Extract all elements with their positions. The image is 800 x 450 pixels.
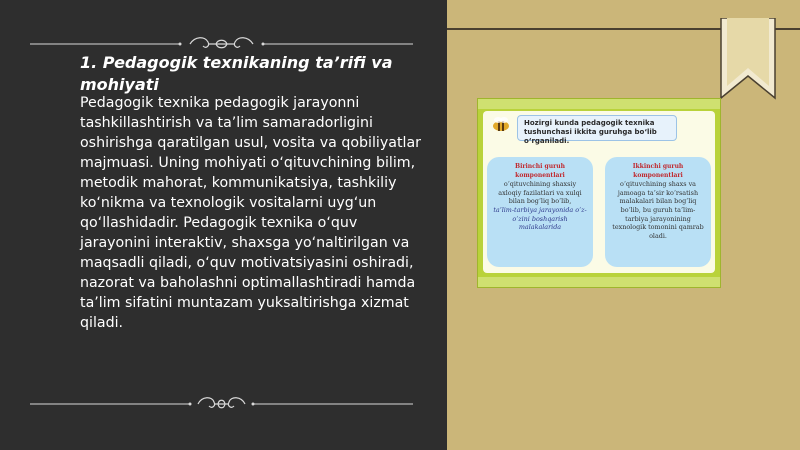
slide-question-box: Hozirgi kunda pedagogik texnika tushunchasi ikkita guruhga bo‘lib o‘rganiladi. bbox=[517, 115, 677, 141]
second-group-card bbox=[605, 157, 711, 267]
first-group-card bbox=[487, 157, 593, 267]
slide-title: 1. Pedagogik texnikaning ta’rifi va mohiyati bbox=[80, 53, 393, 94]
second-group-body: o‘qituvchining shaxs va jamoaga ta’sir ko‘rsatish malakalari bilan bog‘liq bo‘lib, bu guruh ta’lim-tarbiya jarayonining texnologik tomonini qamrab oladi. bbox=[612, 180, 704, 240]
second-group-title: Ikkinchi guruh komponentlari bbox=[632, 163, 684, 179]
first-group-title: Birinchi guruh komponentlari bbox=[515, 163, 565, 179]
slide-body-text: Pedagogik texnika pedagogik jarayonni tashkillashtirish va ta’lim samaradorligini oshirishga qaratilgan usul, vosita va qobiliyatlar majmuasi. Uning mohiyati o‘qituvchining bilim, metodik mahorat, kommunikatsiya, tashkiliy ko‘nikma va texnologik vositalarni uyg‘un qo‘llashidadir. Pedagogik texnika o‘quv jarayonini interaktiv, shaxsga yo‘naltirilgan va maqsadli qiladi, o‘quv motivatsiyasini oshiradi, nazorat va baholashni optimallashtiradi hamda ta’lim sifatini muntazam yuksaltirishga xizmat qiladi. bbox=[80, 95, 421, 331]
slide-bottom-bar bbox=[478, 277, 721, 288]
embedded-slide-image bbox=[477, 98, 721, 288]
slide-top-bar bbox=[478, 99, 721, 109]
ornament-divider-icon bbox=[30, 392, 413, 412]
bee-icon bbox=[489, 115, 513, 133]
ornament-divider-icon bbox=[30, 34, 413, 54]
first-group-body: o‘qituvchining shaxsiy axloqiy fazilatlari va xulqi bilan bog‘liq bo‘lib, bbox=[498, 180, 582, 206]
slide-content-area bbox=[483, 111, 715, 273]
first-group-italic: ta’lim-tarbiya jarayonida o‘z-o‘zini boshqarish malakalarida bbox=[493, 205, 587, 232]
bookmark-ribbon-icon bbox=[719, 18, 777, 100]
